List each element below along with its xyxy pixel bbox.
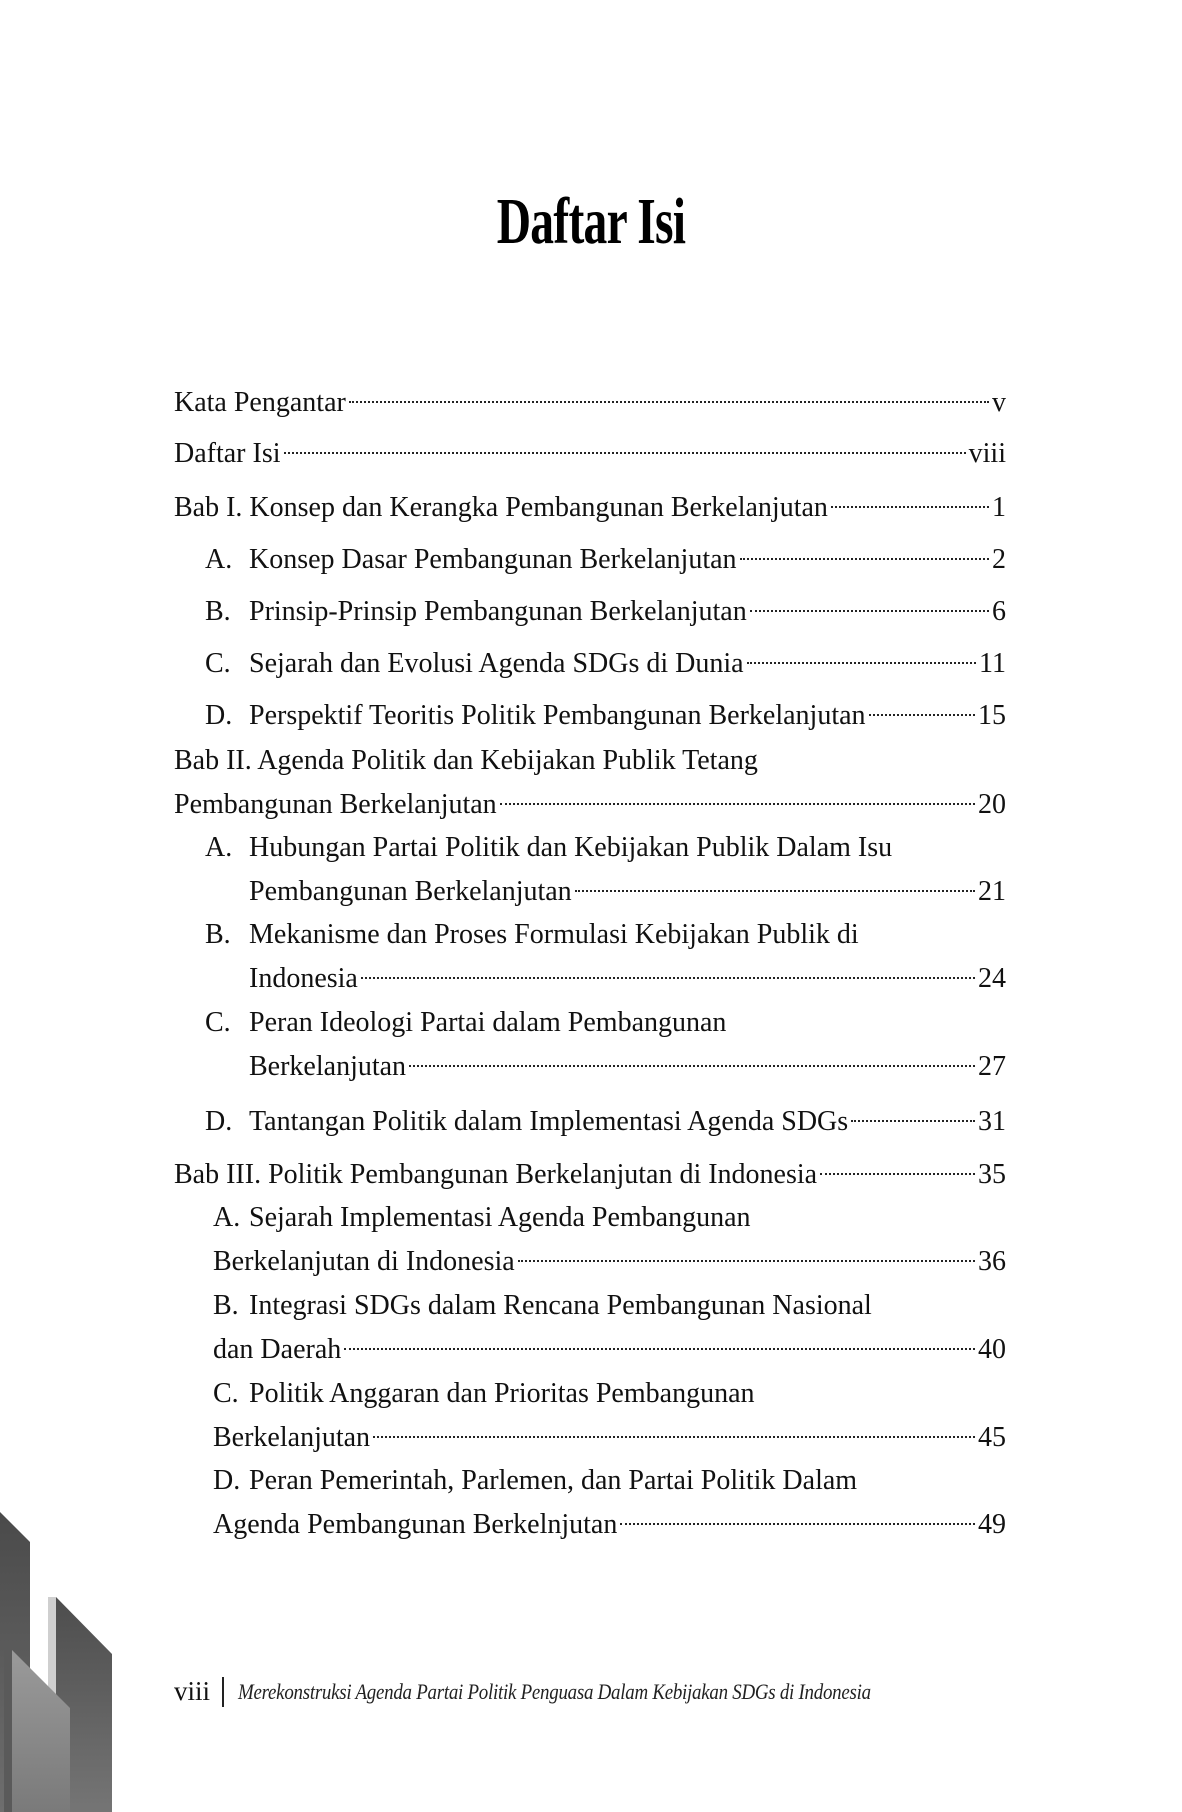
toc-entry-continuation[interactable] [174, 779, 1006, 820]
toc-entry-letter: A. [205, 832, 233, 863]
toc-entry-letter: B. [213, 1290, 239, 1321]
toc-entry-title: Bab I. Konsep dan Kerangka Pembangunan Berkelanjutan [174, 492, 828, 523]
page-title: Daftar Isi [496, 185, 686, 258]
toc-entry-title: Prinsip-Prinsip Pembangunan Berkelanjutan [249, 596, 747, 627]
dot-leader [373, 1412, 975, 1446]
toc-page-number: 49 [978, 1509, 1006, 1540]
dot-leader [349, 377, 989, 411]
toc-entry-title: Berkelanjutan di Indonesia [213, 1246, 515, 1277]
toc-page-number: 6 [992, 596, 1006, 627]
toc-entry-letter: C. [205, 1007, 231, 1038]
toc-entry-title: Politik Anggaran dan Prioritas Pembangunan [249, 1378, 755, 1409]
toc-page-number: viii [968, 438, 1006, 469]
toc-page-number: 1 [992, 492, 1006, 523]
toc-entry[interactable] [205, 918, 1006, 952]
toc-entry-title: Bab II. Agenda Politik dan Kebijakan Publik Tetang [174, 745, 758, 776]
toc-entry-letter: B. [205, 596, 231, 627]
toc-entry-title: Tantangan Politik dalam Implementasi Agenda SDGs [249, 1106, 849, 1137]
toc-entry-title: Mekanisme dan Proses Formulasi Kebijakan Publik di [249, 919, 859, 950]
toc-entry-continuation[interactable] [213, 1236, 1006, 1277]
toc-page-number: 45 [978, 1422, 1006, 1453]
toc-entry-title: Indonesia [249, 963, 358, 994]
toc-entry-letter: A. [213, 1202, 241, 1233]
dot-leader [820, 1149, 975, 1183]
toc-entry-continuation[interactable] [213, 1412, 1006, 1453]
toc-entry-title: Sejarah dan Evolusi Agenda SDGs di Dunia [249, 648, 744, 679]
toc-entry-title: Agenda Pembangunan Berkelnjutan [213, 1509, 618, 1540]
toc-entry-title: Kata Pengantar [174, 387, 346, 418]
toc-page-number: 21 [978, 876, 1006, 907]
toc-entry-title: Konsep Dasar Pembangunan Berkelanjutan [249, 544, 737, 575]
toc-entry-continuation[interactable] [249, 1041, 1006, 1082]
toc-entry[interactable] [205, 534, 1006, 575]
toc-entry[interactable] [205, 638, 1006, 679]
toc-page-number: 2 [992, 544, 1006, 575]
page-number: viii [174, 1676, 211, 1706]
toc-page-number: 24 [978, 963, 1006, 994]
toc-entry-letter: D. [213, 1465, 241, 1496]
toc-entry-continuation[interactable] [249, 866, 1006, 907]
toc-entry[interactable] [213, 1377, 1006, 1411]
dot-leader [620, 1499, 975, 1533]
dot-leader [750, 586, 989, 620]
toc-entry-letter: D. [205, 700, 233, 731]
toc-entry[interactable] [213, 1464, 1006, 1498]
toc-entry-title: Pembangunan Berkelanjutan [249, 876, 572, 907]
toc-page-number: 31 [978, 1106, 1006, 1137]
toc-entry[interactable] [213, 1289, 1006, 1323]
toc-entry-title: Berkelanjutan [249, 1051, 407, 1082]
toc-page-number: 20 [978, 789, 1006, 820]
dot-leader [344, 1324, 975, 1358]
dot-leader [575, 866, 975, 900]
toc-entry-title: Daftar Isi [174, 438, 281, 469]
toc-page-number: 15 [978, 700, 1006, 731]
toc-entry[interactable] [205, 1096, 1006, 1137]
toc-entry[interactable] [174, 428, 1006, 469]
toc-entry-title: Peran Pemerintah, Parlemen, dan Partai Politik Dalam [249, 1465, 858, 1496]
dot-leader [740, 534, 989, 568]
page-footer [174, 1676, 974, 1707]
toc-entry[interactable] [174, 1149, 1006, 1190]
toc-entry-letter: A. [205, 544, 233, 575]
toc-entry[interactable] [205, 586, 1006, 627]
toc-entry-continuation[interactable] [213, 1324, 1006, 1365]
toc-entry-letter: B. [205, 919, 231, 950]
toc-page-number: 11 [979, 648, 1006, 679]
toc-entry[interactable] [213, 1201, 1006, 1235]
toc-entry-letter: D. [205, 1106, 233, 1137]
toc-entry-letter: C. [205, 648, 231, 679]
dot-leader [831, 482, 989, 516]
dot-leader [869, 690, 975, 724]
toc-entry-title: Integrasi SDGs dalam Rencana Pembangunan Nasional [249, 1290, 872, 1321]
dot-leader [361, 953, 975, 987]
toc-page-number: 27 [978, 1051, 1006, 1082]
toc-entry[interactable] [205, 690, 1006, 731]
dot-leader [500, 779, 975, 813]
running-title: Merekonstruksi Agenda Partai Politik Penguasa Dalam Kebijakan SDGs di Indonesia [238, 1678, 871, 1704]
toc-entry[interactable] [174, 482, 1006, 523]
toc-entry-continuation[interactable] [213, 1499, 1006, 1540]
buildings-illustration-icon [0, 1432, 130, 1812]
toc-page-number: 36 [978, 1246, 1006, 1277]
building-front-edge [4, 1650, 12, 1812]
toc-entry-letter: C. [213, 1378, 239, 1409]
toc-entry-title: Berkelanjutan [213, 1422, 371, 1453]
toc-entry-continuation[interactable] [249, 953, 1006, 994]
dot-leader [409, 1041, 975, 1075]
toc-entry-title: Pembangunan Berkelanjutan [174, 789, 497, 820]
toc-entry-title: dan Daerah [213, 1334, 342, 1365]
dot-leader [284, 428, 966, 462]
toc-entry[interactable] [174, 377, 1006, 418]
toc-entry-title: Perspektif Teoritis Politik Pembangunan Berkelanjutan [249, 700, 866, 731]
dot-leader [851, 1096, 975, 1130]
toc-entry-title: Bab III. Politik Pembangunan Berkelanjutan di Indonesia [174, 1159, 818, 1190]
toc-entry[interactable] [174, 744, 1006, 778]
toc-entry-title: Hubungan Partai Politik dan Kebijakan Publik Dalam Isu [249, 832, 893, 863]
toc-page-number: v [992, 387, 1006, 418]
toc-page-number: 35 [978, 1159, 1006, 1190]
footer-divider [222, 1677, 224, 1707]
toc-entry[interactable] [205, 831, 1006, 865]
toc-entry-title: Sejarah Implementasi Agenda Pembangunan [249, 1202, 751, 1233]
dot-leader [747, 638, 976, 672]
dot-leader [518, 1236, 975, 1270]
toc-entry[interactable] [205, 1006, 1006, 1040]
toc-page-number: 40 [978, 1334, 1006, 1365]
toc-entry-title: Peran Ideologi Partai dalam Pembangunan [249, 1007, 727, 1038]
